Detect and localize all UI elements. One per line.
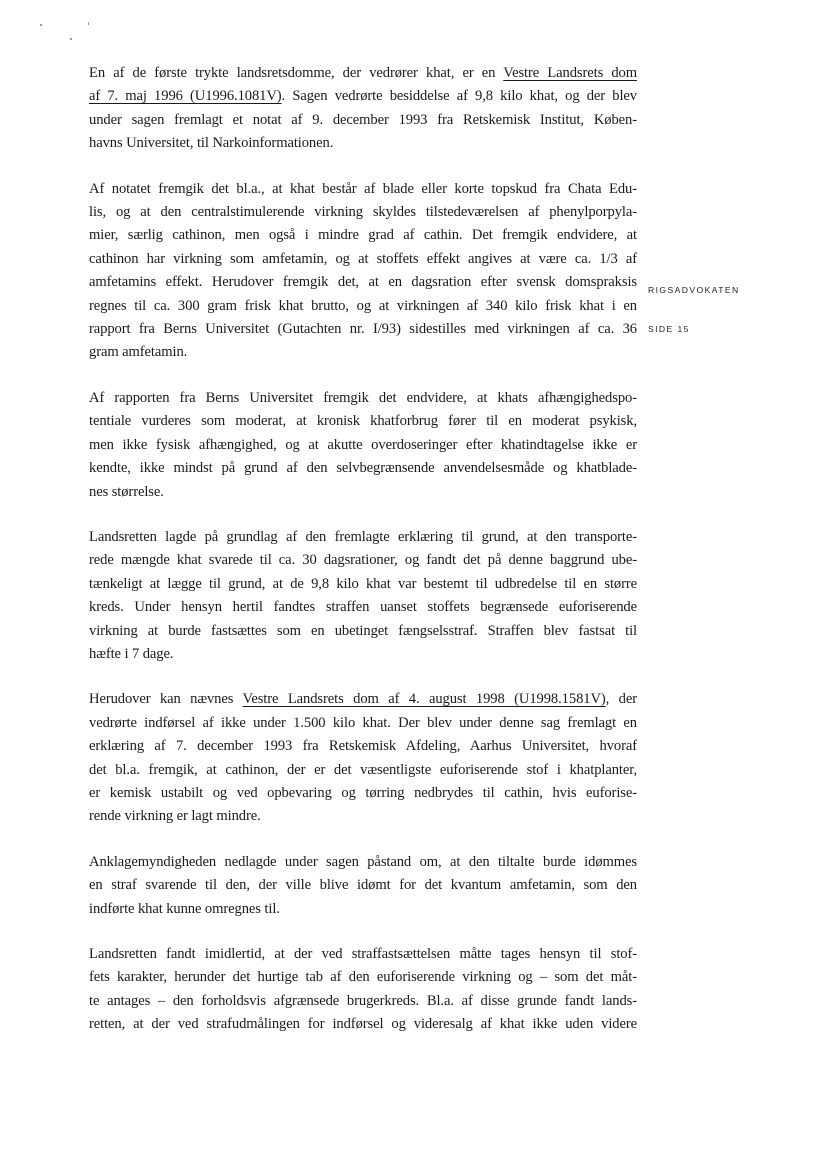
text-line: [89, 410, 637, 433]
text-run: En af de første trykte landsretsdomme, der vedrører khat, er en: [89, 65, 504, 81]
text-run: vedrørte indførsel af ikke under 1.500 kilo khat. Der blev under denne sag fremlagt en: [89, 714, 637, 731]
text-run: Af notatet fremgik det bl.a., at khat består af blade eller korte topskud fra Chata Edu-: [89, 180, 637, 197]
text-run: kendte, ikke mindst på grund af den selvbegrænsende anvendelsesmåde og khatblade-: [89, 460, 637, 477]
text-line: [89, 759, 637, 782]
text-line: [89, 851, 637, 874]
text-run: Landsretten fandt imidlertid, at der ved straffastsættelsen måtte tages hensyn til stof-: [89, 946, 637, 962]
text-run: under sagen fremlagt et notat af 9. december 1993 fra Retskemisk Institut, Køben-: [89, 111, 637, 128]
text-line: [89, 526, 637, 549]
text-line: [89, 782, 637, 805]
text-run: er kemisk ustabilt og ved opbevaring og tørring nedbrydes til cathin, hvis euforise-: [89, 784, 637, 801]
text-line: [89, 224, 637, 247]
text-line: [89, 688, 637, 711]
paragraph: [89, 851, 637, 921]
text-run: te antages – den forholdsvis afgrænsede brugerkreds. Bl.a. af disse grunde fandt lands-: [89, 992, 637, 1009]
case-reference-link: Vestre Landsrets dom af 4. august 1998 (U1998.1581V): [242, 691, 606, 708]
text-line: [89, 178, 637, 201]
text-run: Landsretten lagde på grundlag af den fremlagte erklæring til grund, at den transporte-: [89, 528, 637, 545]
text-run: fets karakter, herunder det hurtige tab af den euforiserende virkning og – som det måt-: [89, 969, 637, 986]
text-run: nes størrelse.: [89, 483, 164, 500]
text-line: [89, 457, 637, 480]
case-reference-link: Vestre Landsrets dom: [503, 65, 637, 81]
text-run: erklæring af 7. december 1993 fra Retskemisk Afdeling, Aarhus Universitet, hvoraf: [89, 738, 637, 755]
scan-speck: [40, 24, 42, 26]
text-run: . Sagen vedrørte besiddelse af 9,8 kilo khat, og der blev: [281, 88, 637, 105]
paragraph-spacer: [89, 156, 637, 178]
text-line: [89, 132, 637, 155]
text-run: tænkeligt at lægge til grund, at de 9,8 kilo khat var bestemt til udbredelse til en større: [89, 575, 637, 592]
sidebar-org-name: RIGSADVOKATEN: [648, 285, 740, 295]
paragraph: [89, 178, 637, 365]
text-line: [89, 898, 637, 921]
text-run: kreds. Under hensyn hertil fandtes straffen uanset stoffets begrænsede euforiserende: [89, 599, 637, 616]
text-run: det bl.a. fremgik, at cathinon, der er det væsentligste euforiserende stof i khatplanter,: [89, 761, 637, 778]
sidebar-page-number: SIDE 15: [648, 324, 690, 334]
text-run: cathinon har virkning som amfetamin, og at stoffets effekt angives at være ca. 1/3 af: [89, 250, 637, 267]
text-run: rende virkning er lagt mindre.: [89, 808, 261, 825]
paragraph-spacer: [89, 921, 637, 943]
paragraph-spacer: [89, 365, 637, 387]
text-line: [89, 643, 637, 666]
text-run: rapport fra Berns Universitet (Gutachten nr. I/93) sidestilles med virkningen af ca. 36: [89, 321, 637, 338]
text-run: Anklagemyndigheden nedlagde under sagen påstand om, at den tiltalte burde idømmes: [89, 853, 637, 870]
text-run: amfetamins effekt. Herudover fremgik det, at en dagsration efter svensk domspraksis: [89, 274, 637, 291]
text-line: [89, 271, 637, 294]
text-line: [89, 620, 637, 643]
paragraph: [89, 526, 637, 666]
text-line: [89, 201, 637, 224]
text-line: [89, 109, 637, 132]
text-line: [89, 434, 637, 457]
text-line: [89, 1013, 637, 1036]
paragraph-spacer: [89, 666, 637, 688]
paragraph-spacer: [89, 829, 637, 851]
case-reference-link: af 7. maj 1996 (U1996.1081V): [89, 88, 282, 105]
scan-speck: [88, 22, 89, 25]
text-run: men ikke fysisk afhængighed, og at akutte overdoseringer efter khatindtagelse ikke er: [89, 436, 637, 453]
text-line: [89, 85, 637, 108]
text-run: Herudover kan nævnes: [89, 691, 243, 708]
text-run: virkning at burde fastsættes som en ubetinget fængselsstraf. Straffen blev fastsat til: [89, 622, 637, 639]
text-line: [89, 295, 637, 318]
text-run: havns Universitet, til Narkoinformationen.: [89, 135, 334, 152]
text-line: [89, 62, 637, 85]
text-run: hæfte i 7 dage.: [89, 645, 174, 662]
text-line: [89, 596, 637, 619]
text-line: [89, 549, 637, 572]
text-line: [89, 573, 637, 596]
text-line: [89, 387, 637, 410]
paragraph-spacer: [89, 504, 637, 526]
text-line: [89, 712, 637, 735]
text-run: tentiale vurderes som moderat, at kronisk khatforbrug fører til en moderat psykisk,: [89, 413, 637, 430]
text-run: indførte khat kunne omregnes til.: [89, 900, 280, 917]
paragraph: [89, 943, 637, 1037]
text-run: rede mængde khat svarede til ca. 30 dagsrationer, og fandt det på denne baggrund ube-: [89, 552, 637, 569]
document-body: [89, 62, 637, 1037]
paragraph: [89, 387, 637, 504]
text-line: [89, 990, 637, 1013]
text-line: [89, 943, 637, 966]
text-run: gram amfetamin.: [89, 344, 188, 361]
text-line: [89, 318, 637, 341]
paragraph: [89, 688, 637, 828]
text-line: [89, 874, 637, 897]
paragraph: [89, 62, 637, 156]
text-line: [89, 735, 637, 758]
text-line: [89, 248, 637, 271]
text-run: Af rapporten fra Berns Universitet fremgik det endvidere, at khats afhængighedspo-: [89, 389, 637, 406]
text-run: , der: [605, 691, 637, 708]
text-line: [89, 966, 637, 989]
text-run: regnes til ca. 300 gram frisk khat brutto, og at virkningen af 340 kilo frisk khat i en: [89, 297, 637, 314]
text-line: [89, 341, 637, 364]
text-run: retten, at der ved strafudmålingen for indførsel og videresalg af khat ikke uden videre: [89, 1016, 637, 1033]
scan-speck: [70, 38, 72, 40]
text-line: [89, 481, 637, 504]
text-run: lis, og at den centralstimulerende virkning skyldes tilstedeværelsen af phenylporpyla-: [89, 204, 637, 221]
text-run: en straf svarende til den, der ville blive idømt for det kvantum amfetamin, som den: [89, 877, 637, 894]
text-line: [89, 805, 637, 828]
text-run: mier, særlig cathinon, men også i mindre grad af cathin. Det fremgik endvidere, at: [89, 227, 637, 244]
